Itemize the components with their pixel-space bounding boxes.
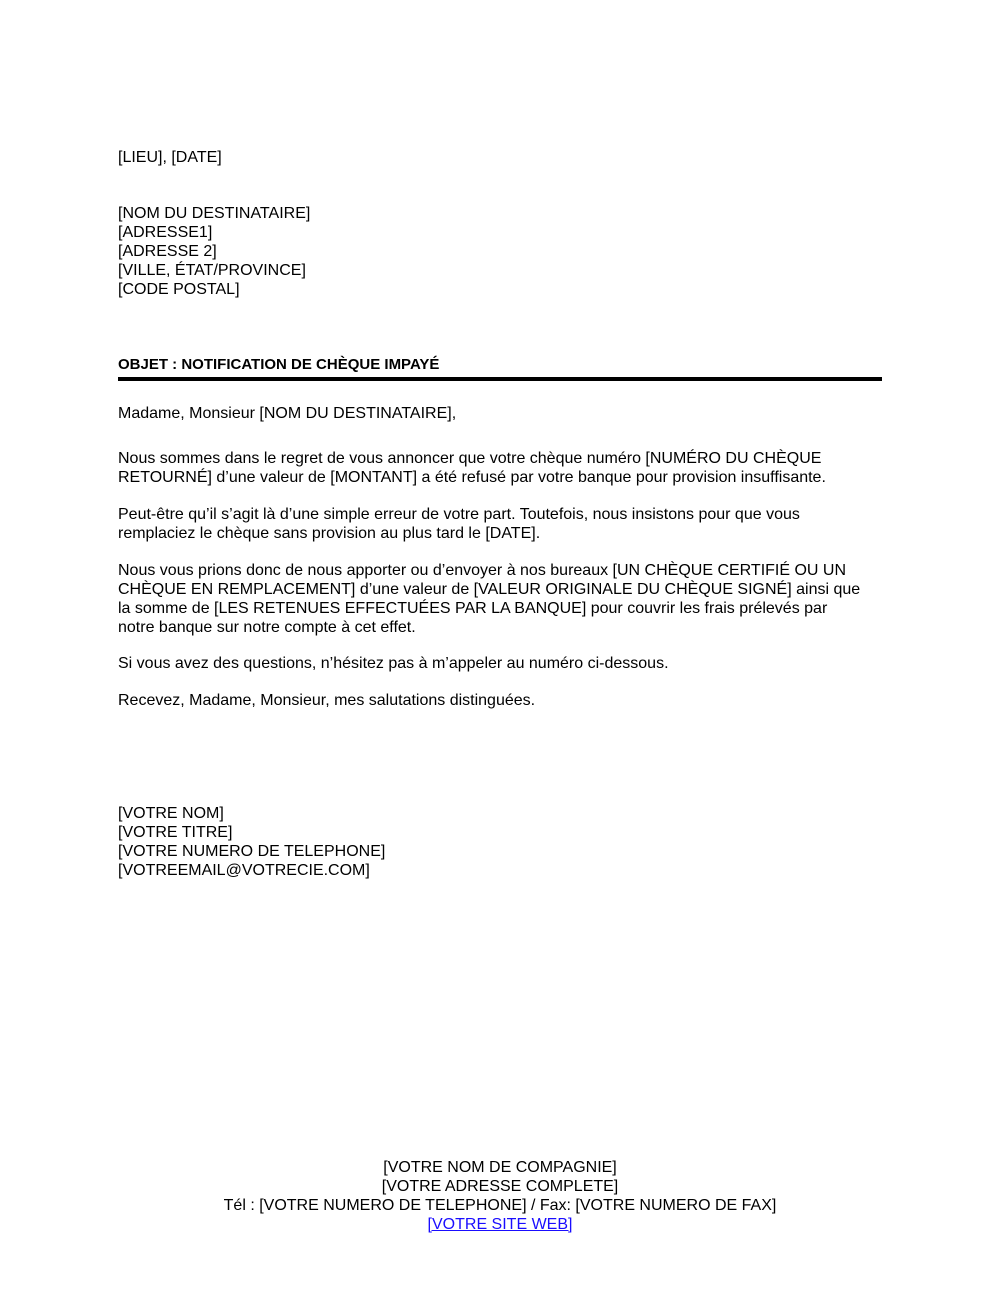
salutation: Madame, Monsieur [NOM DU DESTINATAIRE], (118, 405, 457, 422)
paragraph-line: Nous sommes dans le regret de vous annoncer que votre chèque numéro [NUMÉRO DU CHÈQUE (118, 450, 822, 467)
recipient-city-state: [VILLE, ÉTAT/PROVINCE] (118, 262, 306, 279)
signature-name: [VOTRE NOM] (118, 805, 224, 822)
subject-line: OBJET : NOTIFICATION DE CHÈQUE IMPAYÉ (118, 356, 440, 373)
paragraph-line: remplaciez le chèque sans provision au plus tard le [DATE]. (118, 525, 541, 542)
recipient-name: [NOM DU DESTINATAIRE] (118, 205, 311, 222)
paragraph-line: Peut-être qu’il s’agit là d’une simple erreur de votre part. Toutefois, nous insistons pour que vous (118, 506, 800, 523)
footer-website-row (0, 1215, 1000, 1234)
signature-phone: [VOTRE NUMERO DE TELEPHONE] (118, 843, 386, 860)
paragraph-line: Si vous avez des questions, n’hésitez pas à m’appeler au numéro ci-dessous. (118, 655, 669, 672)
website-link[interactable]: [VOTRE SITE WEB] (427, 1216, 573, 1233)
paragraph-line: Recevez, Madame, Monsieur, mes salutations distinguées. (118, 692, 536, 709)
paragraph-line: notre banque sur notre compte à cet effet. (118, 619, 416, 636)
recipient-postal-code: [CODE POSTAL] (118, 281, 240, 298)
footer-address: [VOTRE ADRESSE COMPLETE] (381, 1178, 619, 1195)
recipient-address2: [ADRESSE 2] (118, 243, 217, 260)
paragraph-line: RETOURNÉ] d’une valeur de [MONTANT] a été refusé par votre banque pour provision insuffisante. (118, 469, 826, 486)
recipient-address1: [ADRESSE1] (118, 224, 213, 241)
paragraph-line: Nous vous prions donc de nous apporter ou d’envoyer à nos bureaux [UN CHÈQUE CERTIFIÉ OU UN (118, 562, 847, 579)
place-date: [LIEU], [DATE] (118, 149, 222, 166)
footer-contact: Tél : [VOTRE NUMERO DE TELEPHONE] / Fax: [VOTRE NUMERO DE FAX] (223, 1197, 777, 1214)
subject-divider (118, 377, 882, 381)
paragraph-line: la somme de [LES RETENUES EFFECTUÉES PAR LA BANQUE] pour couvrir les frais prélevés par (118, 600, 828, 617)
signature-title: [VOTRE TITRE] (118, 824, 233, 841)
footer-company: [VOTRE NOM DE COMPAGNIE] (383, 1159, 617, 1176)
paragraph-line: CHÈQUE EN REMPLACEMENT] d’une valeur de [VALEUR ORIGINALE DU CHÈQUE SIGNÉ] ainsi que (118, 581, 861, 598)
signature-email: [VOTREEMAIL@VOTRECIE.COM] (118, 862, 370, 879)
